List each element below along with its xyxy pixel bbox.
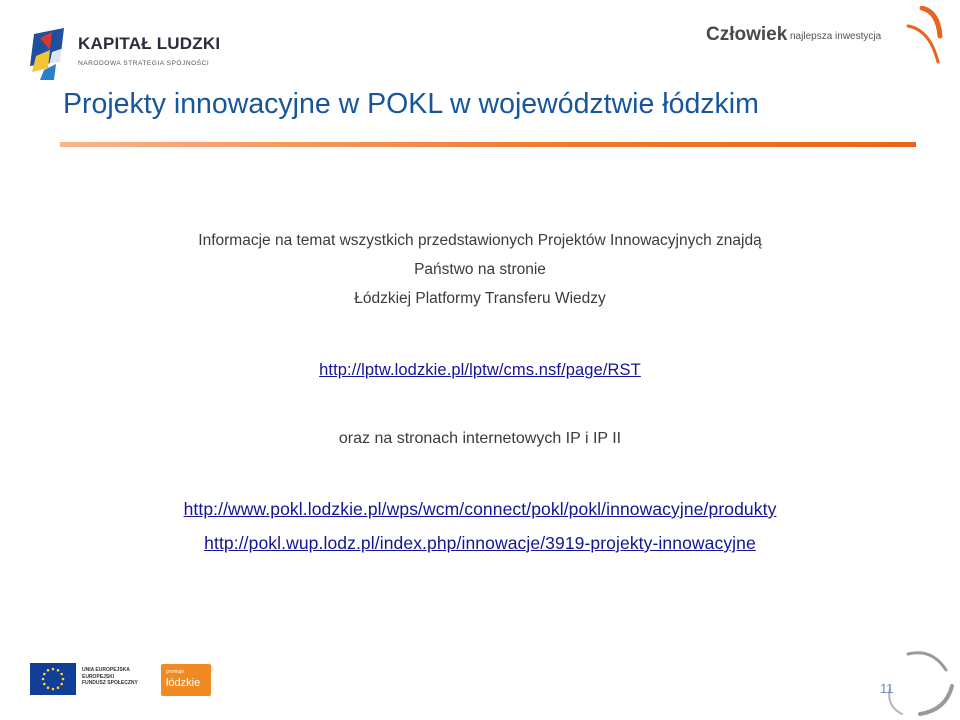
czlowiek-subtitle: najlepsza inwestycja (790, 31, 882, 42)
intro-line-1: Informacje na temat wszystkich przedstawionych Projektów Innowacyjnych znajdą (198, 232, 762, 249)
page-number: 11 (880, 681, 894, 696)
czlowiek-logo (706, 6, 946, 66)
intro-line-2: Państwo na stronie (414, 261, 546, 278)
eu-line-1: UNIA EUROPEJSKA (82, 667, 130, 673)
pokl-wup-link[interactable]: http://pokl.wup.lodz.pl/index.php/innowacje/3919-projekty-innowacyjne (204, 533, 756, 553)
lodzkie-logo (161, 664, 211, 696)
lodzkie-text: łódzkie (166, 677, 201, 689)
eu-flag-icon (30, 663, 76, 695)
kapital-ludzki-emblem-icon (30, 28, 70, 80)
czlowiek-title: Człowiek (706, 24, 788, 45)
lptw-link[interactable]: http://lptw.lodzkie.pl/lptw/cms.nsf/page/RST (319, 361, 641, 379)
eu-line-3: FUNDUSZ SPOŁECZNY (82, 680, 138, 686)
eu-fund-label (82, 667, 138, 687)
registered-mark: ® (206, 664, 213, 674)
pokl-lodzkie-link[interactable]: http://www.pokl.lodzkie.pl/wps/wcm/connect/pokl/pokl/innowacyjne/produkty (183, 499, 777, 519)
czlowiek-swoosh-icon (902, 6, 946, 66)
intro-line-3: Łódzkiej Platformy Transferu Wiedzy (354, 290, 606, 307)
lodzkie-small-text: promuje (166, 669, 185, 675)
kapital-ludzki-title: KAPITAŁ LUDZKI (78, 34, 221, 53)
title-divider (60, 142, 916, 147)
kapital-ludzki-subtitle: NARODOWA STRATEGIA SPÓJNOŚCI (78, 60, 210, 67)
eu-line-2: EUROPEJSKI (82, 673, 115, 680)
slide-title: Projekty innowacyjne w POKL w województwie łódzkim (63, 88, 759, 120)
outro-text: oraz na stronach internetowych IP i IP II (338, 430, 622, 447)
kapital-ludzki-logo (30, 28, 230, 84)
